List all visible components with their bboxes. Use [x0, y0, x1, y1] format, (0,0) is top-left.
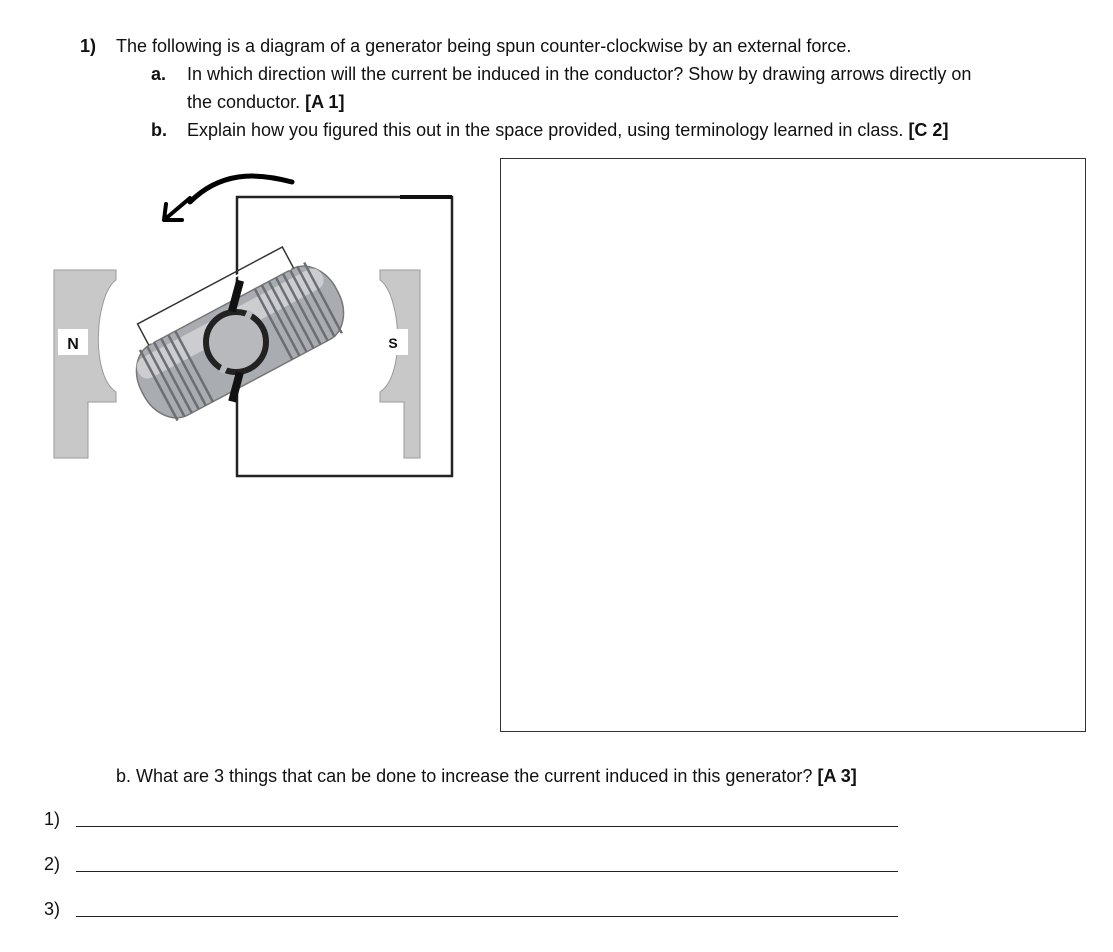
- answer-label-1: 1): [44, 809, 61, 829]
- south-label: S: [388, 335, 398, 351]
- generator-diagram: [40, 160, 470, 490]
- part-b-letter: b.: [151, 120, 167, 140]
- part-a-marks: [A 1]: [305, 92, 345, 112]
- answer-line-2[interactable]: [76, 871, 898, 872]
- answer-label-3: 3): [44, 899, 61, 919]
- question-b-line: [116, 765, 857, 787]
- part-b-text: Explain how you figured this out in the space provided, using terminology learned in class.: [187, 120, 904, 140]
- part-a-text-continued: [187, 91, 344, 113]
- answer-line-1[interactable]: [76, 826, 898, 827]
- question-b-marks: [A 3]: [817, 766, 857, 786]
- part-a-letter: a.: [151, 64, 167, 84]
- answer-line-3[interactable]: [76, 916, 898, 917]
- north-magnet: [54, 270, 116, 458]
- answer-label-2: 2): [44, 854, 61, 874]
- part-a-text-line2: the conductor.: [187, 92, 301, 112]
- part-b-marks: [C 2]: [908, 120, 949, 140]
- answer-space-box[interactable]: [500, 158, 1086, 732]
- question-text: The following is a diagram of a generator being spun counter-clockwise by an external force.: [116, 36, 852, 56]
- part-b-line: [187, 119, 948, 141]
- part-a-text: In which direction will the current be induced in the conductor? Show by drawing arrows directly on: [187, 64, 972, 84]
- question-number: 1): [80, 36, 97, 56]
- question-b-text: b. What are 3 things that can be done to increase the current induced in this generator?: [116, 766, 813, 786]
- north-label: N: [67, 336, 79, 353]
- south-magnet: [380, 270, 420, 458]
